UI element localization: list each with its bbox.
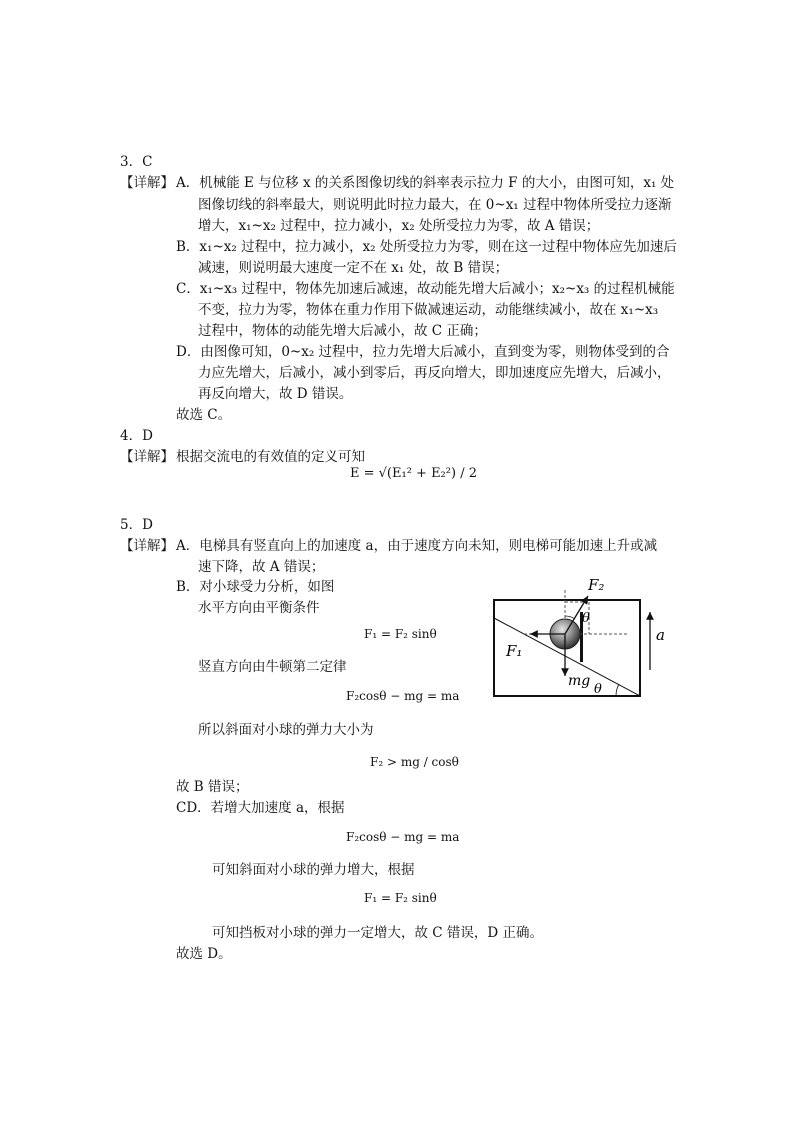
q4-formula-text: E = √(E₁² + E₂²) / 2 (350, 466, 477, 481)
q5-b-so: 所以斜面对小球的弹力大小为 (198, 722, 374, 738)
q3-c-line-1: C．x₁~x₃ 过程中，物体先加速后减速，故动能先增大后减小；x₂~x₃ 的过程机械能 (176, 281, 675, 297)
label-f2: F₂ (588, 576, 605, 594)
label-f1: F₁ (506, 642, 523, 660)
q3-d-line-2: 力应先增大，后减小，减小到零后，再反向增大，即加速度应先增大，后减小， (198, 365, 671, 381)
q5-b-horizontal: 水平方向由平衡条件 (198, 600, 320, 616)
q5-eq2: F₂cosθ − mg = ma (346, 689, 460, 703)
q3-c-line-2: 不变，拉力为零，物体在重力作用下做减速运动，动能继续减小，故在 x₁~x₃ (198, 302, 659, 318)
q5-eq3: F₂ > mg / cosθ (370, 755, 459, 769)
q3-d-line-3: 再反向增大，故 D 错误。 (198, 386, 353, 402)
q3-b-line-2: 减速，则说明最大速度一定不在 x₁ 处，故 B 错误； (198, 260, 509, 276)
q5-conclusion: 故选 D。 (176, 946, 232, 962)
label-theta-bottom: θ (594, 682, 602, 697)
q5-eq1: F₁ = F₂ sinθ (364, 627, 437, 641)
q5-eq4: F₂cosθ − mg = ma (346, 830, 460, 844)
q3-a-line-1: A．机械能 E 与位移 x 的关系图像切线的斜率表示拉力 F 的大小，由图可知，x₁ 处 (176, 175, 675, 191)
q5-b-intro: B．对小球受力分析，如图 (176, 579, 335, 595)
theta-arc-bottom (616, 684, 619, 696)
q5-a-line-1: A．电梯具有竖直向上的加速度 a，由于速度方向未知，则电梯可能加速上升或减 (176, 538, 658, 554)
q5-b-conclusion: 故 B 错误； (176, 779, 249, 795)
q5-eq5: F₁ = F₂ sinθ (364, 891, 437, 905)
q3-b-line-1: B．x₁~x₂ 过程中，拉力减小，x₂ 处所受拉力为零，则在这一过程中物体应先加速后 (176, 239, 677, 255)
q3-c-line-3: 过程中，物体的动能先增大后减小，故 C 正确； (198, 323, 487, 339)
q3-a-line-2: 图像切线的斜率最大，则说明此时拉力最大，在 0~x₁ 过程中物体所受拉力逐渐 (198, 197, 672, 213)
q4-header: 4．D (120, 428, 153, 444)
q5-a-line-2: 速下降，故 A 错误； (198, 559, 325, 575)
q4-formula (350, 466, 477, 481)
q5-cd-end: 可知挡板对小球的弹力一定增大，故 C 错误，D 正确。 (212, 925, 544, 941)
label-theta-top: θ (582, 611, 590, 626)
q3-header: 3．C (120, 154, 153, 170)
q3-conclusion: 故选 C。 (176, 407, 232, 423)
q4-tag: 【详解】 (120, 449, 174, 465)
q5-cd-intro: CD．若增大加速度 a，根据 (176, 800, 345, 816)
force-diagram (484, 572, 674, 702)
q4-text: 根据交流电的有效值的定义可知 (176, 449, 365, 465)
theta-arc-top (565, 616, 575, 619)
label-a: a (656, 626, 665, 644)
q5-tag: 【详解】 (120, 538, 174, 554)
q5-cd-mid: 可知斜面对小球的弹力增大，根据 (212, 862, 415, 878)
q5-header: 5．D (120, 517, 153, 533)
q3-a-line-3: 增大，x₁~x₂ 过程中，拉力减小，x₂ 处所受拉力为零，故 A 错误； (198, 218, 600, 234)
q3-d-line-1: D．由图像可知，0~x₂ 过程中，拉力先增大后减小，直到变为零，则物体受到的合 (176, 344, 670, 360)
q5-b-vertical: 竖直方向由牛顿第二定律 (198, 659, 347, 675)
label-mg: mg (568, 673, 591, 689)
q3-tag: 【详解】 (120, 175, 174, 191)
